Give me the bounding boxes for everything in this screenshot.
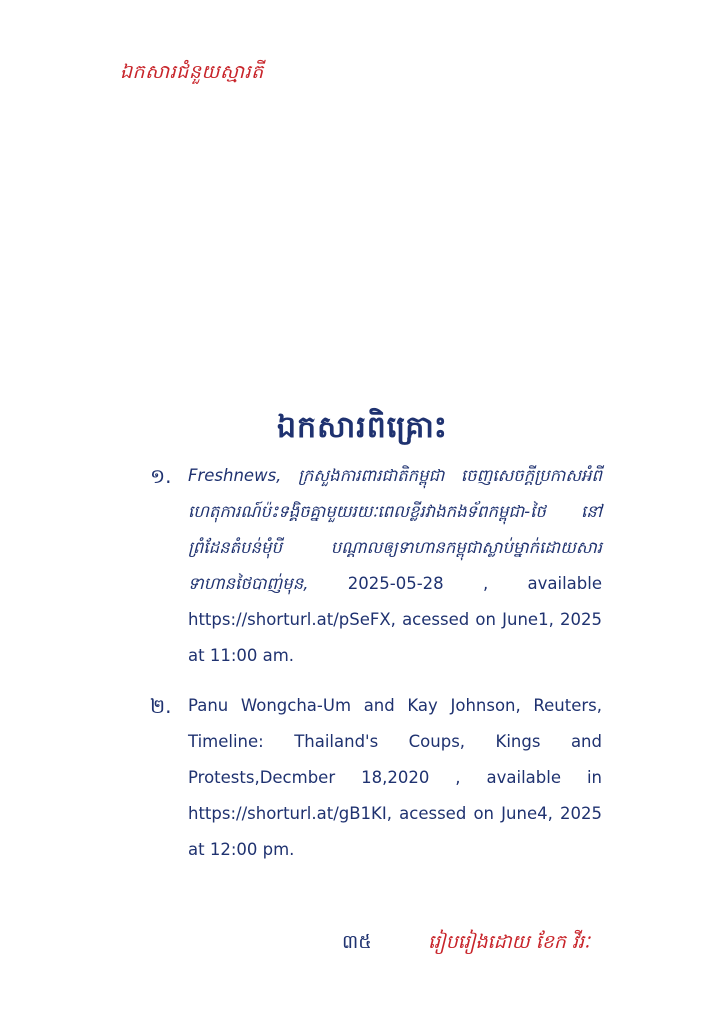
page-footer — [0, 930, 725, 960]
reference-latin-text: Panu Wongcha-Um and Kay Johnson, Reuters, Timeline: Thailand's Coups, Kings and Protests,Decmber 18,2020 , available in https://shorturl.at/gB1KI, acessed on June4, 2025 at 12:00 pm. — [188, 696, 602, 859]
reference-item-1 — [150, 458, 602, 674]
reference-item-2 — [150, 688, 602, 868]
reference-list — [150, 458, 602, 882]
document-header-label: ឯកសារជំនួយស្មារតី — [120, 61, 264, 83]
page-number: ៣៥ — [342, 931, 372, 953]
reference-latin-text: 2025-05-28 , available https://shorturl.at/pSeFX, acessed on June1, 2025 at 11:00 am. — [188, 574, 602, 665]
author-credit: រៀបរៀងដោយ ខែក វីរៈ — [428, 931, 590, 953]
reference-khmer-text: Freshnews, ក្រសួងការពារជាតិកម្ពុជា ចេញសេចក្ដីប្រកាសអំពីហេតុការណ៍ប៉ះទង្គិចគ្នាមួយរយៈពេលខ្លីរវាងកងទ័ពកម្ពុជា-ថៃ នៅព្រំដែនតំបន់មុំបី បណ្ដាលឲ្យទាហានកម្ពុជាស្លាប់ម្នាក់ដោយសារទាហានថៃបាញ់មុន, — [188, 466, 602, 593]
reference-text — [188, 458, 602, 674]
reference-number: ២. — [150, 694, 172, 718]
reference-text — [188, 688, 602, 868]
section-title: ឯកសារពិគ្រោះ — [277, 410, 448, 445]
reference-number: ១. — [150, 464, 172, 488]
